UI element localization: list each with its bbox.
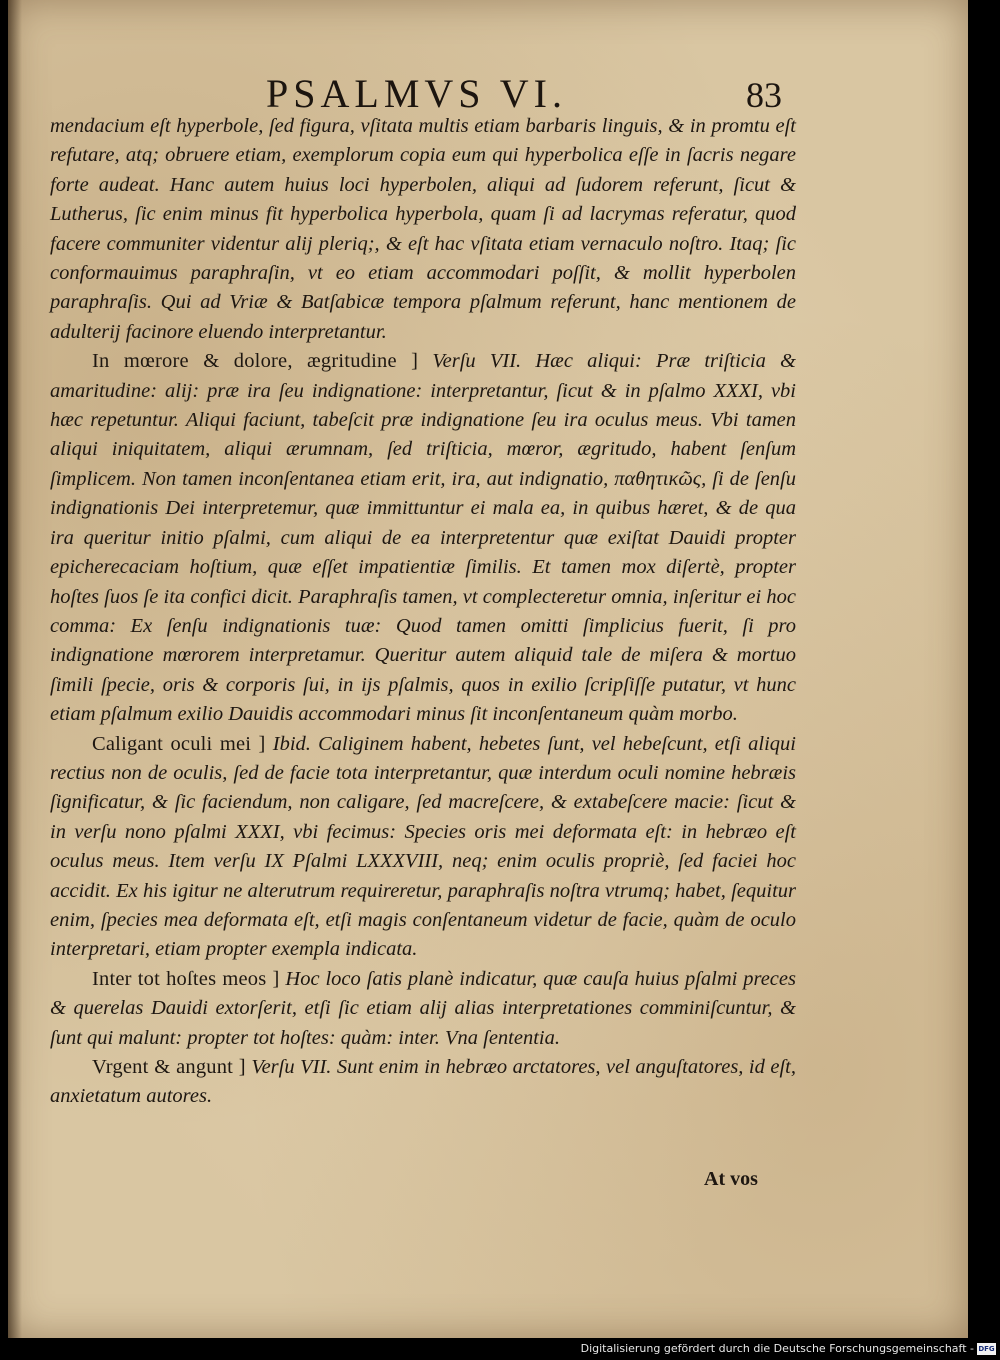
paragraph-text: Ibid. Caliginem habent, hebetes ſunt, vel hebeſcunt, etſi aliqui rectius non de oculis, ſed de facie tota interpretantur, quæ interdum oculi nomine hebræis ſignificatur, & ſic faciendum, non caligare, ſed macreſcere, & extabeſcere macie: ſicut & in verſu nono pſalmi XXXI, vbi fecimus: Species oris mei deformata eſt: in hebræo eſt oculus meus. Item verſu IX Pſalmi LXXXVIII, neq; enim oculis propriè, ſed faciei hoc accidit. Ex his igitur ne alterutrum requireretur, paraphraſis noſtra vtrumq; habet, ſequitur enim, ſpecies mea deformata eſt, etſi magis conſentaneum videtur de facie, quàm de oculo interpretari, etiam propter exempla indicata.	[50, 732, 796, 961]
lemma: Vrgent & angunt ]	[92, 1056, 246, 1078]
paragraph-text: Hoc loco ſatis planè indicatur, quæ cauſa huius pſalmi preces & querelas Dauidi extorſerit, etſi ſic etiam alij alias interpretationes comminiſcuntur, & ſunt qui malunt: propter tot hoſtes: quàm: inter. Vna ſententia.	[50, 967, 796, 1049]
dfg-logo-icon: DFG	[978, 1345, 995, 1353]
paragraph-commentary	[50, 730, 796, 965]
catchword: At vos	[704, 1168, 758, 1190]
paragraph-continuation: mendacium eſt hyperbole, ſed figura, vſitata multis etiam barbaris linguis, & in promtu eſt refutare, atq; obruere etiam, exemplorum copia eum qui hyperbolica eſſe in ſacris negare forte audeat. Hanc autem huius loci hyperbolen, aliqui ad ſudorem referunt, ſicut & Lutherus, ſic enim minus fit hyperbolica hyperbola, quam ſi ad lacrymas referatur, quod facere communiter videntur alij pleriq;, & eſt hac vſitata etiam vernaculo noſtro. Itaq; ſic conformauimus paraphraſin, vt eo etiam accommodari poſſit, & mollit hyperbolen paraphraſis. Qui ad Vriæ & Batſabicæ tempora pſalmum referunt, hanc mentionem de adulterij facinore eluendo interpretantur.	[50, 115, 796, 343]
body-text	[50, 112, 796, 1112]
paragraph-commentary	[50, 1053, 796, 1112]
lemma: In mœrore & dolore, ægritudine ]	[92, 350, 419, 373]
paragraph-commentary	[50, 965, 796, 1053]
footer-bar	[0, 1340, 1000, 1360]
book-page	[8, 0, 968, 1338]
running-head: PSALMVS VI.	[266, 71, 567, 116]
paragraph-text: Verſu VII. Sunt enim in hebræo arctatores, vel anguſtatores, id eſt, anxietatum autores.	[50, 1056, 796, 1108]
page-gutter-shadow	[8, 0, 22, 1338]
funding-credit: Digitalisierung gefördert durch die Deutsche Forschungsgemeinschaft -	[580, 1342, 974, 1355]
paragraph-commentary	[50, 347, 796, 729]
paragraph-text: Verſu VII. Hæc aliqui: Præ triſticia & amaritudine: alij: præ ira ſeu indignatione: interpretantur, ſicut & in pſalmo XXXI, vbi hæc repetuntur. Aliqui faciunt, tabeſcit præ indignatione ſeu ira oculus meus. Vbi tamen aliqui iniquitatem, aliqui ærumnam, ſed triſticia, mœror, ægritudo, habent ſenſum ſimplicem. Non tamen inconſentanea etiam erit, ira, aut indignatio, παθητικῶς, ſi de ſenſu indignationis Dei interpretemur, quæ immittuntur ei mala ea, in quibus hæret, & de qua ira queritur initio pſalmi, cum aliqui de ea interpretentur quæ exiſtat Dauidi propter epicherecaciam hoſtium, quæ eſſet impatientiæ ſimilis. Et tamen mox diſertè, propter hoſtes ſuos ſe ita confici dicit. Paraphraſis tamen, vt complecteretur omnia, inſeritur ei hoc comma: Ex ſenſu indignationis tuæ: Quod tamen omitti ſimplicius fuerit, ſi pro indignatione mœrorem interpretamur. Queritur autem aliquid tale de miſera & mortuo ſimili ſpecie, oris & corporis ſui, in ijs pſalmis, quos in exilio ſcripſiſſe putatur, vt hunc etiam pſalmum exilio Dauidis accommodari minus ſit inconſentaneum quàm morbo.	[50, 350, 797, 726]
page-number: 83	[746, 75, 782, 115]
lemma: Caligant oculi mei ]	[92, 732, 266, 755]
lemma: Inter tot hoſtes meos ]	[92, 967, 280, 990]
